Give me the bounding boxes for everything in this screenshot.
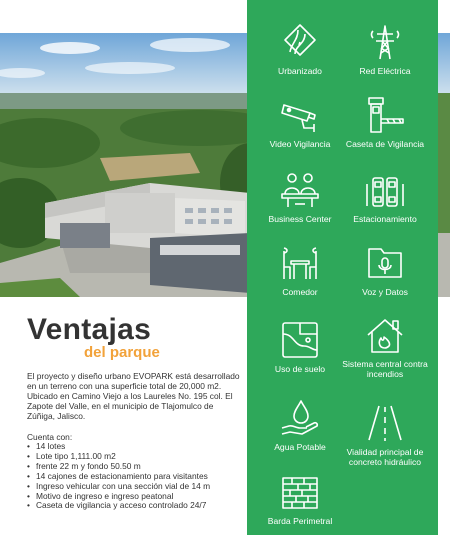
list-item: • 14 cajones de estacionamiento para visitantes	[27, 472, 247, 482]
road-icon	[280, 22, 320, 62]
parking-icon	[365, 170, 405, 210]
feature-voz-datos	[337, 243, 433, 297]
amenities-list	[27, 442, 247, 511]
water-drop-hand-icon	[280, 398, 320, 438]
feature-label: Urbanizado	[278, 66, 322, 76]
feature-label: Comedor	[282, 287, 318, 297]
feature-red-electrica	[337, 22, 433, 76]
feature-label: Estacionamiento	[353, 214, 417, 224]
land-use-icon	[280, 320, 320, 360]
feature-label: Uso de suelo	[274, 364, 326, 374]
feature-estacionamiento	[337, 170, 433, 224]
highway-icon	[365, 403, 405, 443]
feature-label: Red Eléctrica	[359, 66, 411, 76]
feature-urbanizado	[252, 22, 348, 76]
cctv-camera-icon	[280, 95, 320, 135]
guard-booth-icon	[365, 95, 405, 135]
feature-business-center	[252, 170, 348, 224]
list-item: • frente 22 m y fondo 50.50 m	[27, 462, 247, 472]
feature-label: Video Vigilancia	[269, 139, 331, 149]
features-panel	[247, 0, 438, 535]
list-item: • Motivo de ingreso e ingreso peatonal	[27, 492, 247, 502]
feature-label: Voz y Datos	[362, 287, 408, 297]
feature-comedor	[252, 243, 348, 297]
voice-data-folder-icon	[365, 243, 405, 283]
list-item: • Ingreso vehicular con una sección vial de 14 m	[27, 482, 247, 492]
feature-uso-suelo	[252, 320, 348, 374]
brick-wall-icon	[280, 472, 320, 512]
feature-vialidad	[337, 403, 433, 467]
dining-table-icon	[280, 243, 320, 283]
list-item: • Lote tipo 1,111.00 m2	[27, 452, 247, 462]
feature-barda-perimetral	[252, 472, 348, 526]
list-item: • 14 lotes	[27, 442, 247, 452]
list-item: • Caseta de vigilancia y acceso controlado 24/7	[27, 501, 247, 511]
list-heading: Cuenta con:	[27, 432, 73, 442]
feature-label: Sistema central contra incendios	[342, 359, 428, 379]
feature-label: Business Center	[268, 214, 332, 224]
page-subtitle: del parque	[84, 344, 160, 361]
feature-video-vigilancia	[252, 95, 348, 149]
feature-label: Caseta de Vigilancia	[345, 139, 425, 149]
description-paragraph: El proyecto y diseño urbano EVOPARK está desarrollado en un terreno con una superficie total de 20,000 m2. Ubicado en Camino Viejo a los Laureles No. 195 col. El Zapote del Valle, en el municipio de Tlajomulco de Zúñiga, Jalisco.	[27, 371, 240, 421]
power-tower-icon	[365, 22, 405, 62]
feature-label: Vialidad principal de concreto hidráulico	[346, 447, 424, 467]
meeting-table-icon	[280, 170, 320, 210]
feature-caseta-vigilancia	[337, 95, 433, 149]
page-title: Ventajas	[27, 313, 152, 346]
feature-label: Agua Potable	[274, 442, 326, 452]
feature-agua-potable	[252, 398, 348, 452]
feature-sistema-incendios	[337, 315, 433, 379]
feature-label: Barda Perimetral	[267, 516, 333, 526]
fire-protection-house-icon	[365, 315, 405, 355]
